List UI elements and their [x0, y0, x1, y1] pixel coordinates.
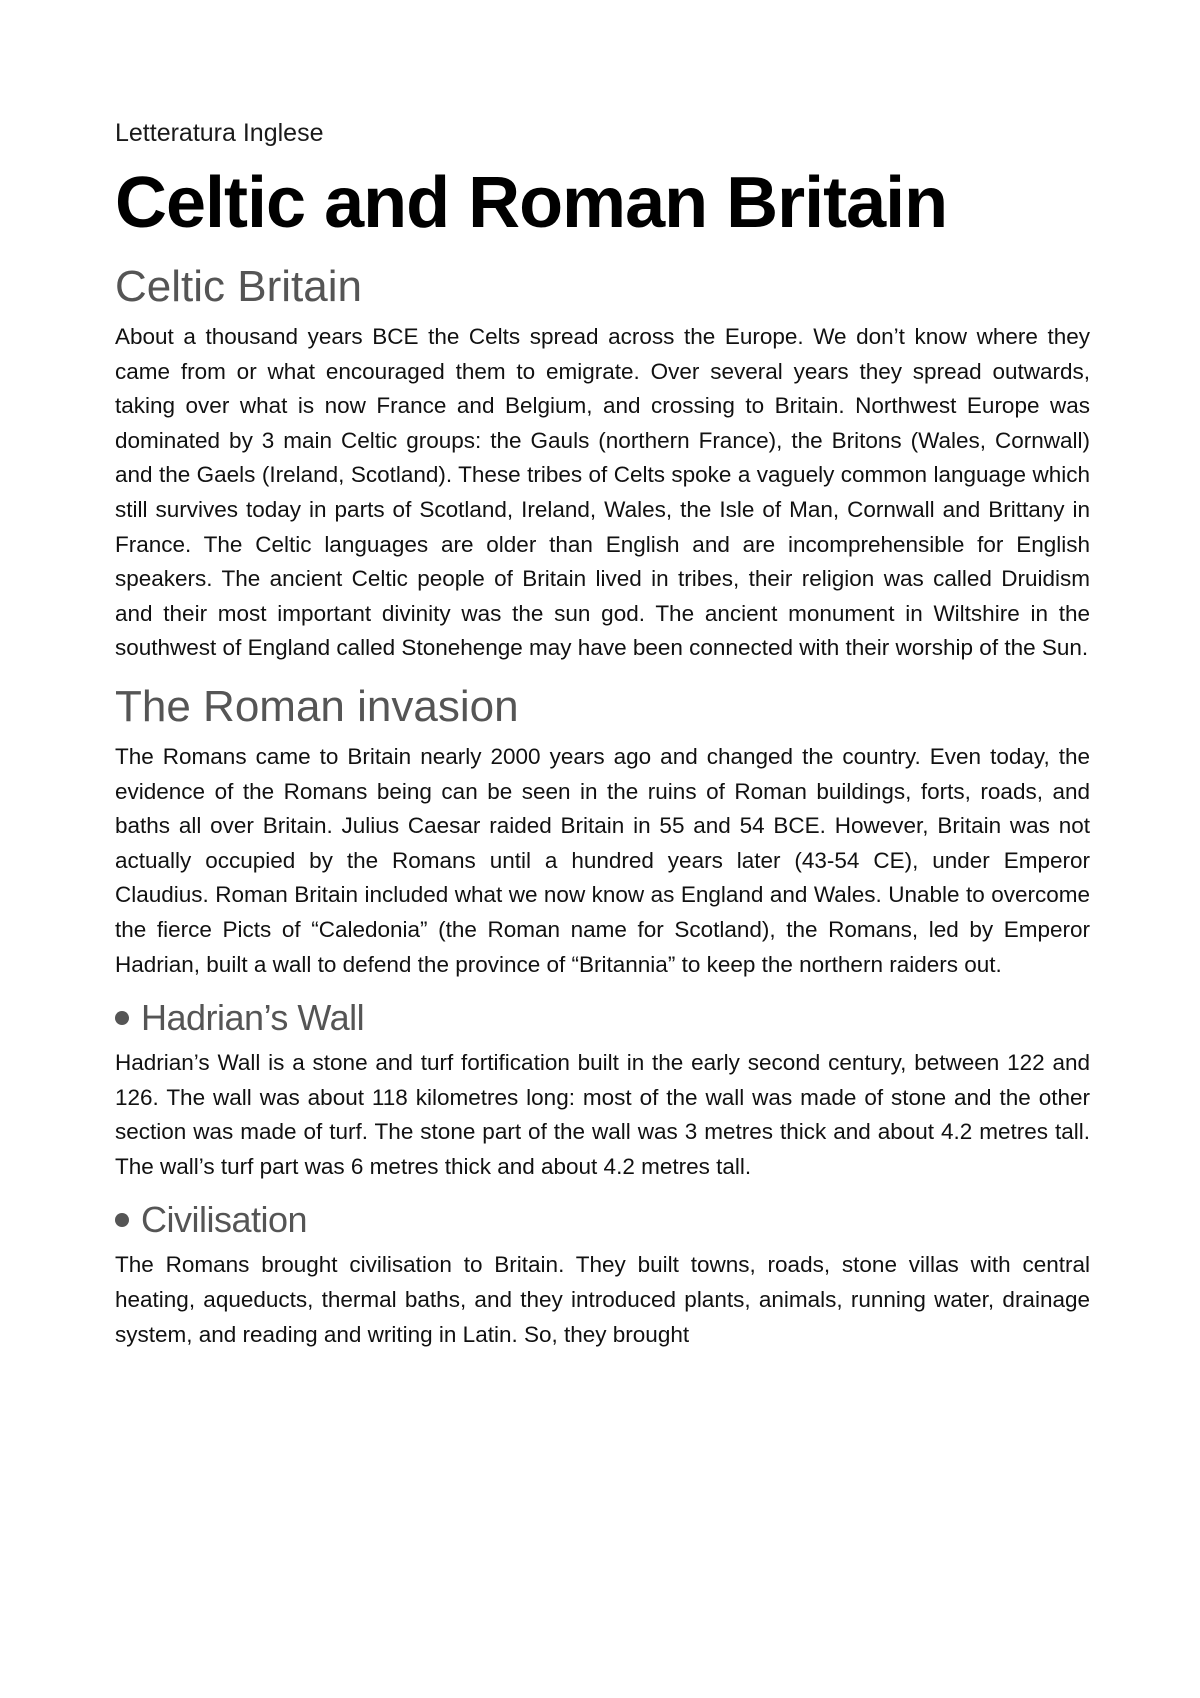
paragraph-celtic-britain: About a thousand years BCE the Celts spread across the Europe. We don’t know where they came from or what encouraged them to emigrate. Over several years they spread outwards, taking over what is now France and Belgium, and crossing to Britain. Northwest Europe was dominated by 3 main Celtic groups: the Gauls (northern France), the Britons (Wales, Cornwall) and the Gaels (Ireland, Scotland). These tribes of Celts spoke a vaguely common language which still survives today in parts of Scotland, Ireland, Wales, the Isle of Man, Cornwall and Brittany in France. The Celtic languages are older than English and are incomprehensible for English speakers. The ancient Celtic people of Britain lived in tribes, their religion was called Druidism and their most important divinity was the sun god. The ancient monument in Wiltshire in the southwest of England called Stonehenge may have been connected with their worship of the Sun. — [115, 324, 1090, 661]
course-label: Letteratura Inglese — [115, 119, 324, 147]
subsection-heading-text: Hadrian’s Wall — [141, 997, 365, 1039]
paragraph-civilisation: The Romans brought civilisation to Britain. They built towns, roads, stone villas with central heating, aqueducts, thermal baths, and they introduced plants, animals, running water, drainage system, and reading and writing in Latin. So, they brought — [115, 1252, 1090, 1347]
paragraph-hadrians-wall: Hadrian’s Wall is a stone and turf fortification built in the early second century, between 122 and 126. The wall was about 118 kilometres long: most of the wall was made of stone and the other section was made of turf. The stone part of the wall was 3 metres thick and about 4.2 metres tall. The wall’s turf part was 6 metres thick and about 4.2 metres tall. — [115, 1050, 1090, 1179]
subsection-heading-civilisation — [115, 1196, 1090, 1244]
document-content — [115, 116, 1090, 1364]
paragraph-roman-invasion: The Romans came to Britain nearly 2000 years ago and changed the country. Even today, the evidence of the Romans being can be seen in the ruins of Roman buildings, forts, roads, and baths all over Britain. Julius Caesar raided Britain in 55 and 54 BCE. However, Britain was not actually occupied by the Romans until a hundred years later (43-54 CE), under Emperor Claudius. Roman Britain included what we now know as England and Wales. Unable to overcome the fierce Picts of “Caledonia” (the Roman name for Scotland), the Romans, led by Emperor Hadrian, built a wall to defend the province of “Britannia” to keep the northern raiders out. — [115, 743, 1090, 977]
subsection-heading-hadrians-wall — [115, 994, 1090, 1042]
subsection-heading-text: Civilisation — [141, 1199, 308, 1241]
bullet-icon — [115, 1011, 129, 1025]
section-heading-roman-invasion: The Roman invasion — [115, 681, 519, 731]
bullet-icon — [115, 1213, 129, 1227]
document-title: Celtic and Roman Britain — [115, 163, 948, 243]
section-heading-celtic-britain: Celtic Britain — [115, 262, 362, 311]
